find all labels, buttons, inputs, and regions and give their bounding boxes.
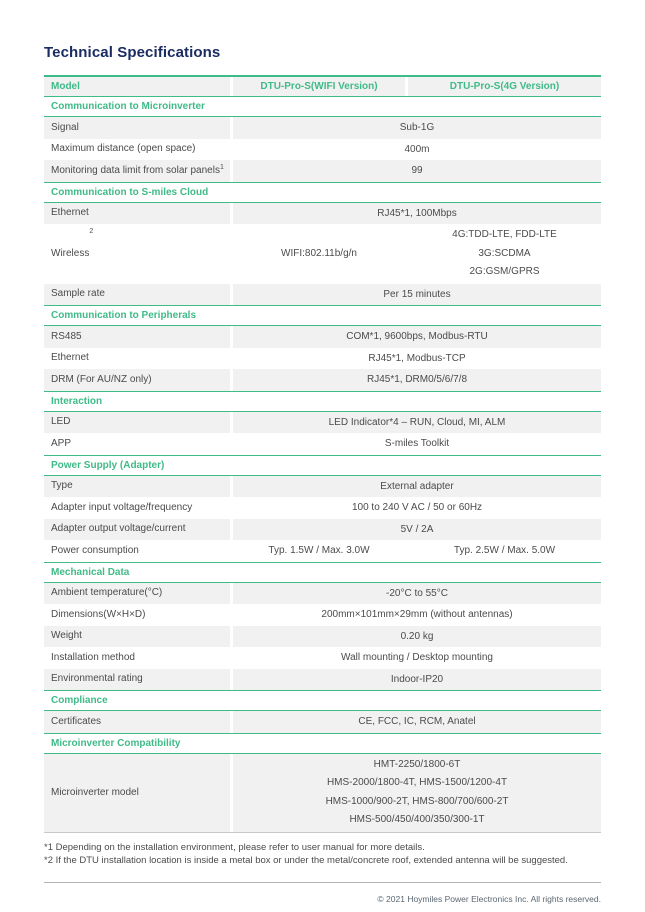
row-value — [233, 647, 601, 669]
section-title: Compliance — [44, 691, 601, 711]
footnotes — [44, 841, 601, 867]
row-value — [233, 326, 601, 348]
value-line: S-miles Toolkit — [384, 438, 450, 449]
value-line: HMT-2250/1800-6T — [373, 758, 461, 770]
table-sections — [44, 97, 601, 832]
row-label: Microinverter model — [44, 754, 230, 832]
section-title: Communication to Peripherals — [44, 306, 601, 326]
value-line: Indoor-IP20 — [390, 673, 444, 685]
value-line: HMS-500/450/400/350/300-1T — [349, 814, 485, 825]
value-line: RJ45*1, Modbus-TCP — [368, 352, 466, 364]
row-label: Maximum distance (open space) — [51, 143, 196, 155]
row-label: Monitoring data limit from solar panels 1 — [44, 160, 230, 182]
value-line: 200mm×101mm×29mm (without antennas) — [321, 609, 513, 620]
value-line: Wall mounting / Desktop mounting — [341, 652, 493, 663]
table-row — [44, 412, 601, 434]
row-value — [233, 139, 601, 161]
copyright-text: © 2021 Hoymiles Power Electronics Inc. All rights reserved. — [377, 893, 601, 904]
row-value — [233, 160, 601, 182]
table-row — [44, 284, 601, 306]
table-row — [44, 519, 601, 541]
row-value-4g — [408, 224, 601, 284]
value-line: LED Indicator*4 – RUN, Cloud, MI, ALM — [328, 416, 506, 428]
value-line: 2G:GSM/GPRS — [469, 266, 540, 277]
row-label: Ethernet — [44, 203, 230, 225]
row-value — [233, 583, 601, 605]
spec-section — [44, 97, 601, 182]
row-label: Ambient temperature(°C) — [44, 583, 230, 605]
footnote-1: *1 Depending on the installation environment, please refer to user manual for more details. — [44, 841, 425, 853]
table-row — [44, 647, 601, 669]
row-value — [233, 497, 601, 519]
row-label: Sample rate — [44, 284, 230, 306]
table-row — [44, 224, 601, 284]
row-label: Adapter input voltage/frequency — [51, 501, 193, 513]
row-value-wifi — [233, 224, 405, 284]
spec-section — [44, 690, 601, 733]
row-value — [233, 412, 601, 434]
table-row — [44, 160, 601, 182]
value-line: 5V / 2A — [400, 523, 434, 535]
row-value — [233, 369, 601, 391]
table-row — [44, 117, 601, 139]
table-row — [44, 626, 601, 648]
value-line: Typ. 2.5W / Max. 5.0W — [453, 545, 556, 556]
row-label: DRM (For AU/NZ only) — [44, 369, 230, 391]
table-row — [44, 583, 601, 605]
table-row — [44, 348, 601, 370]
header-wifi-version: DTU-Pro-S(WIFI Version) — [233, 77, 405, 96]
row-value-wifi — [233, 540, 405, 562]
section-title: Mechanical Data — [44, 563, 601, 583]
section-title: Communication to S-miles Cloud — [44, 183, 601, 203]
row-value-4g — [408, 540, 601, 562]
value-line: 3G:SCDMA — [478, 247, 531, 259]
header-model: Model — [44, 77, 230, 96]
row-value — [233, 626, 601, 648]
spec-section — [44, 562, 601, 691]
row-label: Installation method — [51, 651, 135, 663]
value-line: Typ. 1.5W / Max. 3.0W — [268, 545, 370, 556]
row-value — [233, 476, 601, 498]
row-label: LED — [44, 412, 230, 434]
value-line: HMS-1000/900-2T, HMS-800/700/600-2T — [325, 795, 509, 807]
footer-divider — [44, 882, 601, 883]
row-value — [233, 433, 601, 455]
value-line: COM*1, 9600bps, Modbus-RTU — [346, 331, 488, 342]
value-line: CE, FCC, IC, RCM, Anatel — [358, 716, 476, 727]
table-row — [44, 369, 601, 391]
row-value — [233, 284, 601, 306]
row-value — [233, 117, 601, 139]
row-value — [233, 754, 601, 832]
table-row — [44, 604, 601, 626]
spec-section — [44, 305, 601, 391]
row-value — [233, 519, 601, 541]
section-title: Power Supply (Adapter) — [44, 456, 601, 476]
row-label: Type — [44, 476, 230, 498]
row-label: Weight — [44, 626, 230, 648]
table-row — [44, 203, 601, 225]
value-line: 400m — [404, 143, 430, 155]
spec-section — [44, 733, 601, 832]
value-line: Per 15 minutes — [383, 288, 451, 300]
table-row — [44, 711, 601, 733]
footnote-marker: 2 — [89, 228, 94, 235]
row-value — [233, 604, 601, 626]
table-row — [44, 433, 601, 455]
spec-section — [44, 182, 601, 306]
section-title: Interaction — [44, 392, 601, 412]
spec-section — [44, 455, 601, 562]
row-label: Signal — [44, 117, 230, 139]
table-row — [44, 326, 601, 348]
row-label: Adapter output voltage/current — [44, 519, 230, 541]
footnote-2: *2 If the DTU installation location is inside a metal box or under the metal/concrete roof, extended antenna will be suggested. — [44, 854, 568, 866]
row-label: Certificates — [44, 711, 230, 733]
table-row — [44, 497, 601, 519]
row-label: Dimensions(W×H×D) — [51, 608, 146, 620]
value-line: 99 — [411, 165, 423, 176]
spec-table — [44, 75, 601, 833]
page-title: Technical Specifications — [44, 44, 221, 61]
footnote-marker: 1 — [219, 164, 224, 171]
table-header-row — [44, 77, 601, 97]
row-label: Ethernet — [51, 352, 89, 364]
row-label: RS485 — [44, 326, 230, 348]
section-title: Microinverter Compatibility — [44, 734, 601, 754]
row-label: Wireless 2 — [51, 228, 94, 259]
value-line: Sub-1G — [399, 122, 435, 133]
table-row — [44, 139, 601, 161]
value-line: RJ45*1, 100Mbps — [377, 207, 457, 219]
table-row — [44, 476, 601, 498]
table-row — [44, 754, 601, 832]
table-row — [44, 540, 601, 562]
row-label: APP — [51, 437, 72, 449]
value-line: HMS-2000/1800-4T, HMS-1500/1200-4T — [326, 777, 508, 788]
value-line: 0.20 kg — [400, 630, 434, 642]
row-value — [233, 669, 601, 691]
table-row — [44, 669, 601, 691]
value-line: RJ45*1, DRM0/5/6/7/8 — [366, 374, 468, 385]
row-label: Environmental rating — [44, 669, 230, 691]
row-value — [233, 711, 601, 733]
section-title: Communication to Microinverter — [44, 97, 601, 117]
value-line: 4G:TDD-LTE, FDD-LTE — [452, 229, 557, 240]
value-line: -20°C to 55°C — [386, 587, 448, 599]
row-label: Power consumption — [51, 544, 139, 556]
value-line: External adapter — [380, 480, 454, 492]
row-value — [233, 348, 601, 370]
header-4g-version: DTU-Pro-S(4G Version) — [408, 77, 601, 96]
value-line: 100 to 240 V AC / 50 or 60Hz — [351, 502, 483, 513]
spec-section — [44, 391, 601, 455]
row-value — [233, 203, 601, 225]
value-line: WIFI:802.11b/g/n — [281, 248, 357, 259]
